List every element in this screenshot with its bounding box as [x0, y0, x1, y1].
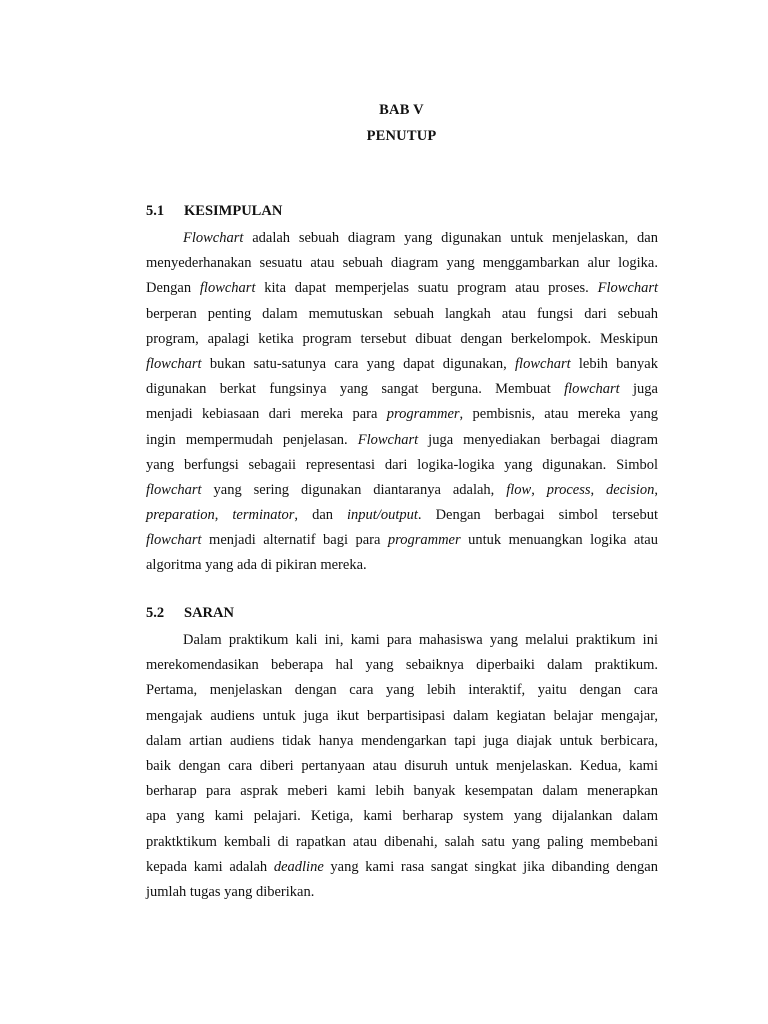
paragraph-line	[146, 226, 658, 251]
paragraph-line	[146, 704, 658, 729]
italic-term: decision	[606, 481, 655, 498]
paragraph-line	[146, 628, 658, 653]
text-segment: . Dengan berbagai simbol tersebut	[417, 507, 658, 524]
text-segment: untuk menuangkan logika atau	[460, 532, 658, 549]
italic-term: flowchart	[515, 355, 571, 372]
text-segment: Dalam praktikum kali ini, kami para mahasiswa yang melalui praktikum ini	[183, 632, 658, 648]
section-heading-saran	[146, 605, 234, 622]
section-title: KESIMPULAN	[184, 203, 283, 219]
text-segment: dalam artian audiens tidak hanya mendengarkan tapi juga diajak untuk berbicara,	[146, 732, 658, 749]
italic-term: Flowchart	[183, 230, 244, 246]
italic-term: flowchart	[146, 355, 202, 372]
chapter-label: BAB V	[379, 102, 424, 118]
text-segment: merekomendasikan beberapa hal yang sebaiknya diperbaiki dalam praktikum.	[146, 657, 658, 674]
italic-term: Flowchart	[357, 431, 419, 448]
text-segment: Dengan	[146, 280, 200, 297]
paragraph-line	[146, 453, 658, 478]
text-segment: digunakan berkat fungsinya yang sangat berguna. Membuat	[146, 381, 565, 398]
section-number: 5.1	[146, 203, 165, 219]
paragraph-line	[146, 779, 658, 804]
text-segment: adalah sebuah diagram yang digunakan untuk menjelaskan, dan	[243, 230, 658, 246]
chapter-title: PENUTUP	[366, 128, 437, 144]
italic-term: flowchart	[146, 481, 202, 498]
paragraph-line	[146, 352, 658, 377]
italic-term: process	[546, 481, 591, 498]
paragraph-line	[146, 402, 658, 427]
text-segment: menjadi alternatif bagi para	[201, 532, 388, 549]
text-segment: baik dengan cara diberi pertanyaan atau disuruh untuk menjelaskan. Kedua, kami	[146, 757, 658, 774]
text-segment: praktktikum kembali di rapatkan atau dibenahi, salah satu yang paling membebani	[146, 833, 658, 850]
text-segment: , dan	[294, 507, 348, 524]
italic-term: programmer	[386, 406, 460, 423]
section-heading-kesimpulan	[146, 203, 282, 220]
saran-paragraph	[146, 628, 658, 905]
text-segment: yang berfungsi sebagaii representasi dari logika-logika yang digunakan. Simbol	[146, 456, 658, 473]
italic-term: deadline	[273, 858, 324, 875]
text-segment: menyederhanakan sesuatu atau sebuah diagram yang menggambarkan alur logika.	[146, 255, 658, 272]
text-segment: jumlah tugas yang diberikan.	[146, 883, 315, 900]
text-segment: menjadi kebiasaan dari mereka para	[146, 406, 387, 423]
text-segment: ,	[590, 481, 607, 498]
text-segment: apa yang kami pelajari. Ketiga, kami berharap system yang dijalankan dalam	[146, 808, 658, 825]
paragraph-line	[146, 553, 658, 578]
text-segment: juga	[619, 381, 658, 398]
text-segment: lebih banyak	[570, 355, 658, 372]
text-segment: algoritma yang ada di pikiran mereka.	[146, 557, 367, 574]
italic-term: flow	[506, 481, 532, 498]
paragraph-line	[146, 830, 658, 855]
paragraph-line	[146, 377, 658, 402]
kesimpulan-paragraph	[146, 226, 658, 579]
paragraph-line	[146, 678, 658, 703]
text-segment: mengajak audiens untuk juga ikut berpartisipasi dalam kegiatan belajar mengajar,	[146, 707, 658, 724]
paragraph-line	[146, 503, 658, 528]
text-segment: berperan penting dalam memutuskan sebuah langkah atau fungsi dari sebuah	[146, 305, 658, 322]
italic-term: preparation	[146, 507, 215, 524]
text-segment: yang sering digunakan diantaranya adalah,	[201, 481, 507, 498]
paragraph-line	[146, 880, 658, 905]
text-segment: juga menyediakan berbagai diagram	[418, 431, 658, 448]
italic-term: flowchart	[564, 381, 620, 398]
text-segment: bukan satu-satunya cara yang dapat digunakan,	[201, 355, 516, 372]
text-segment: , pembisnis, atau mereka yang	[459, 406, 658, 423]
text-segment: Pertama, menjelaskan dengan cara yang lebih interaktif, yaitu dengan cara	[146, 682, 658, 699]
text-segment: ,	[531, 481, 547, 498]
paragraph-line	[146, 478, 658, 503]
italic-term: flowchart	[199, 280, 256, 297]
italic-term: input/output	[347, 507, 418, 524]
text-segment: ,	[654, 481, 658, 498]
paragraph-line	[146, 276, 658, 301]
text-segment: berharap para asprak meberi kami lebih banyak kesempatan dalam menerapkan	[146, 783, 658, 800]
italic-term: terminator	[232, 507, 295, 524]
text-segment: yang kami rasa sangat singkat jika dibanding dengan	[323, 858, 658, 875]
paragraph-line	[146, 653, 658, 678]
paragraph-line	[146, 754, 658, 779]
paragraph-line	[146, 729, 658, 754]
paragraph-line	[146, 428, 658, 453]
paragraph-line	[146, 302, 658, 327]
text-segment: ingin mempermudah penjelasan.	[146, 431, 358, 448]
paragraph-line	[146, 327, 658, 352]
paragraph-line	[146, 251, 658, 276]
text-segment: ,	[214, 507, 233, 524]
section-number: 5.2	[146, 605, 165, 621]
italic-term: Flowchart	[597, 280, 659, 297]
paragraph-line	[146, 855, 658, 880]
paragraph-line	[146, 804, 658, 829]
section-title: SARAN	[184, 605, 234, 621]
text-segment: kepada kami adalah	[146, 858, 274, 875]
italic-term: flowchart	[146, 532, 202, 549]
italic-term: programmer	[387, 532, 461, 549]
text-segment: program, apalagi ketika program tersebut dibuat dengan berkelompok. Meskipun	[146, 330, 658, 347]
paragraph-line	[146, 528, 658, 553]
text-segment: kita dapat memperjelas suatu program atau proses.	[255, 280, 598, 297]
